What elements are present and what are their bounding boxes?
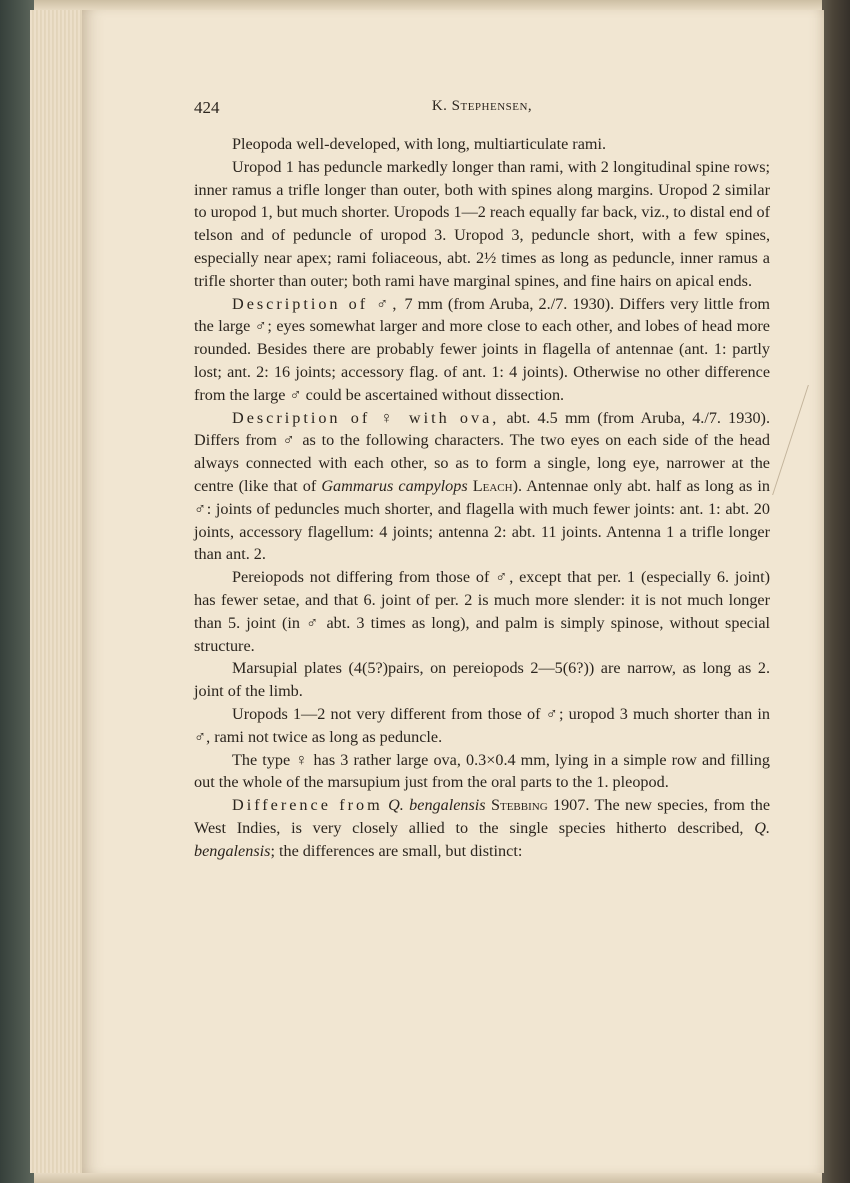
page-number: 424: [194, 98, 220, 117]
species-name: Q. bengalensis: [388, 796, 486, 815]
paragraph-difference: Difference from Q. bengalensis Stebbing 1907. The new species, from the West Indies, is very closely allied to the single species hitherto described, Q. bengalensis; the differences are small, but distinct:: [194, 796, 771, 860]
species-name: Q. bengalensis: [194, 818, 770, 860]
page-header: [194, 98, 770, 124]
paragraph-pereiopods: Pereiopods not differing from those of ♂, except that per. 1 (especially 6. joint) has fewer setae, and that 6. joint of per. 2 is much more slender: it is not much longer than 5. joint (in ♂ abt. 3 times as long), and palm is simply spinose, without special structure.: [194, 568, 770, 655]
paragraph-uropods: Uropod 1 has peduncle markedly longer than rami, with 2 longitudinal spine rows; inner ramus a trifle longer than outer, both with spines along margins. Uropod 2 similar to uropod 1, but much shorter. Uropods 1—2 reach equally far back, viz., to distal end of telson and of peduncle of uropod 3. Uropod 3, peduncle short, with a few spines, especially near apex; rami foliaceous, abt. 2½ times as long as peduncle, inner ramus a trifle shorter than outer; both rami have marginal spines, and fine hairs on apical ends.: [194, 157, 770, 290]
paragraph-description-male: Description of ♂, 7 mm (from Aruba, 2./7. 1930). Differs very little from the large ♂; eyes somewhat larger and more close to each other, and lobes of head more rounded. Besides there are probably fewer joints in flagella of antennae (ant. 1: partly lost; ant. 2: 16 joints; accessory flag. of ant. 1: 4 joints). Otherwise no other difference from the large ♂ could be ascertained without dissection.: [194, 294, 771, 404]
book-cover-right: [822, 0, 850, 1183]
section-lead: Description of ♀ with ova,: [232, 408, 500, 427]
paragraph-ova: The type ♀ has 3 rather large ova, 0.3×0.4 mm, lying in a simple row and filling out the whole of the marsupium just from the oral parts to the 1. pleopod.: [194, 750, 770, 792]
page-top-edge: [34, 0, 822, 10]
paragraph-description-female: Description of ♀ with ova, abt. 4.5 mm (from Aruba, 4./7. 1930). Differs from ♂ as to the following characters. The two eyes on each side of the head always connected with each other, so as to form a single, long eye, narrower at the centre (like that of Gammarus campylops Leach). Antennae only abt. half as long as in ♂: joints of peduncles much shorter, and flagella with much fewer joints: ant. 1: abt. 20 joints, accessory flagellum: 4 joints; antenna 2: abt. 11 joints. Antenna 1 a trifle longer than ant. 2.: [194, 408, 770, 564]
species-name: Gammarus campylops: [321, 476, 468, 495]
running-head: K. Stephensen,: [431, 98, 533, 114]
page-bottom-edge: [34, 1173, 822, 1183]
paragraph-uropods-female: Uropods 1—2 not very different from those of ♂; uropod 3 much shorter than in ♂, rami not twice as long as peduncle.: [194, 704, 770, 746]
body-text: [194, 133, 770, 863]
book-cover-left: [0, 0, 34, 1183]
section-lead: Description of ♂,: [232, 294, 400, 313]
author-name: Leach: [472, 476, 513, 495]
paragraph-marsupial-plates: Marsupial plates (4(5?)pairs, on pereiopods 2—5(6?)) are narrow, as long as 2. joint of the limb.: [194, 659, 770, 701]
paragraph-pleopoda: Pleopoda well-developed, with long, multiarticulate rami.: [232, 135, 607, 153]
author-name: Stebbing: [490, 796, 548, 815]
section-lead: Difference from: [232, 796, 383, 815]
